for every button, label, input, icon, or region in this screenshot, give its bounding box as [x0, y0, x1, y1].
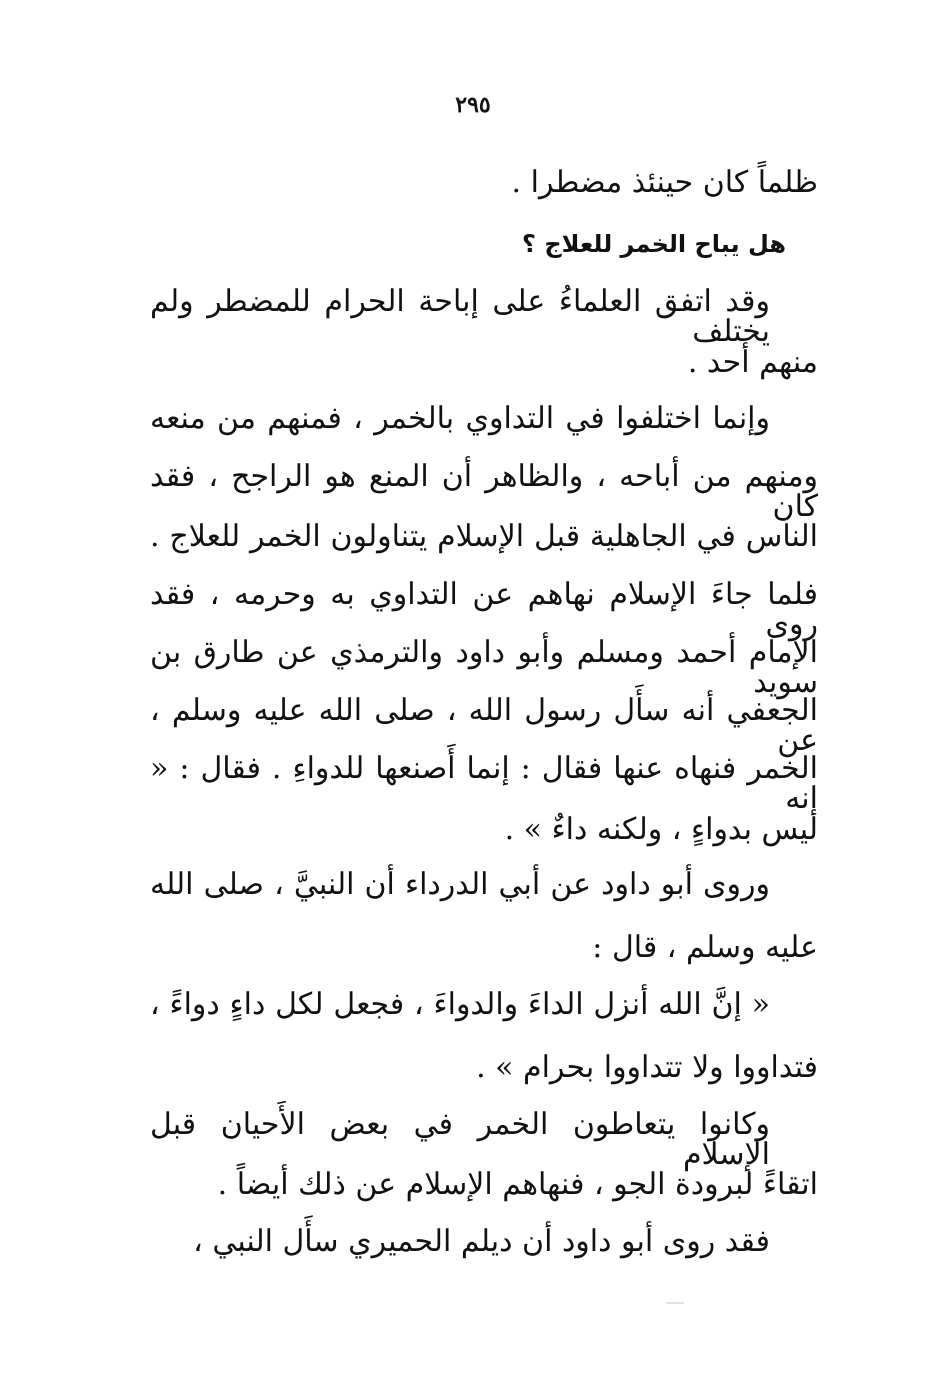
text-line-6: الناس في الجاهلية قبل الإسلام يتناولون الخمر للعلاج .	[150, 519, 818, 554]
quote-line-2: فتداووا ولا تتداووا بحرام » .	[476, 1050, 818, 1085]
text-line-16: وكانوا يتعاطون الخمر في بعض الأَحيان قبل الإسلام	[150, 1107, 770, 1172]
text-line-18: فقد روى أبو داود أن ديلم الحميري سأَل النبي ،	[193, 1224, 770, 1259]
text-line-10: الخمر فنهاه عنها فقال : إنما أَصنعها للدواءِ . فقال : « إنه	[150, 751, 818, 816]
text-line-9: الجعفي أنه سأَل رسول الله ، صلى الله عليه وسلم ، عن	[150, 693, 818, 758]
text-line-7: فلما جاءَ الإسلام نهاهم عن التداوي به وحرمه ، فقد روى	[150, 577, 819, 642]
section-heading: هل يباح الخمر للعلاج ؟	[522, 230, 786, 258]
scan-speck	[666, 1302, 684, 1304]
text-line-1: ظلماً كان حينئذ مضطرا .	[511, 165, 818, 200]
text-line-8: الإمام أحمد ومسلم وأبو داود والترمذي عن طارق بن سويد	[150, 635, 818, 700]
page-number: ٢٩٥	[455, 92, 491, 118]
quote-line-1: « إنَّ الله أنزل الداءَ والدواءَ ، فجعل لكل داءٍ دواءً ،	[150, 987, 770, 1022]
text-line-5: ومنهم من أباحه ، والظاهر أن المنع هو الراجح ، فقد كان	[150, 459, 818, 524]
text-line-12: وروى أبو داود عن أبي الدرداء أن النبيَّ ، صلى الله	[150, 867, 770, 902]
text-line-17: اتقاءً لبرودة الجو ، فنهاهم الإسلام عن ذلك أيضاً .	[217, 1167, 818, 1202]
text-line-4: وإنما اختلفوا في التداوي بالخمر ، فمنهم من منعه	[150, 401, 770, 436]
text-line-2: وقد اتفق العلماءُ على إباحة الحرام للمضطر ولم يختلف	[150, 284, 770, 349]
text-line-13: عليه وسلم ، قال :	[592, 930, 818, 965]
text-line-3: منهم أحد .	[687, 345, 818, 380]
text-line-11: ليس بدواءٍ ، ولكنه داءٌ » .	[504, 812, 818, 847]
